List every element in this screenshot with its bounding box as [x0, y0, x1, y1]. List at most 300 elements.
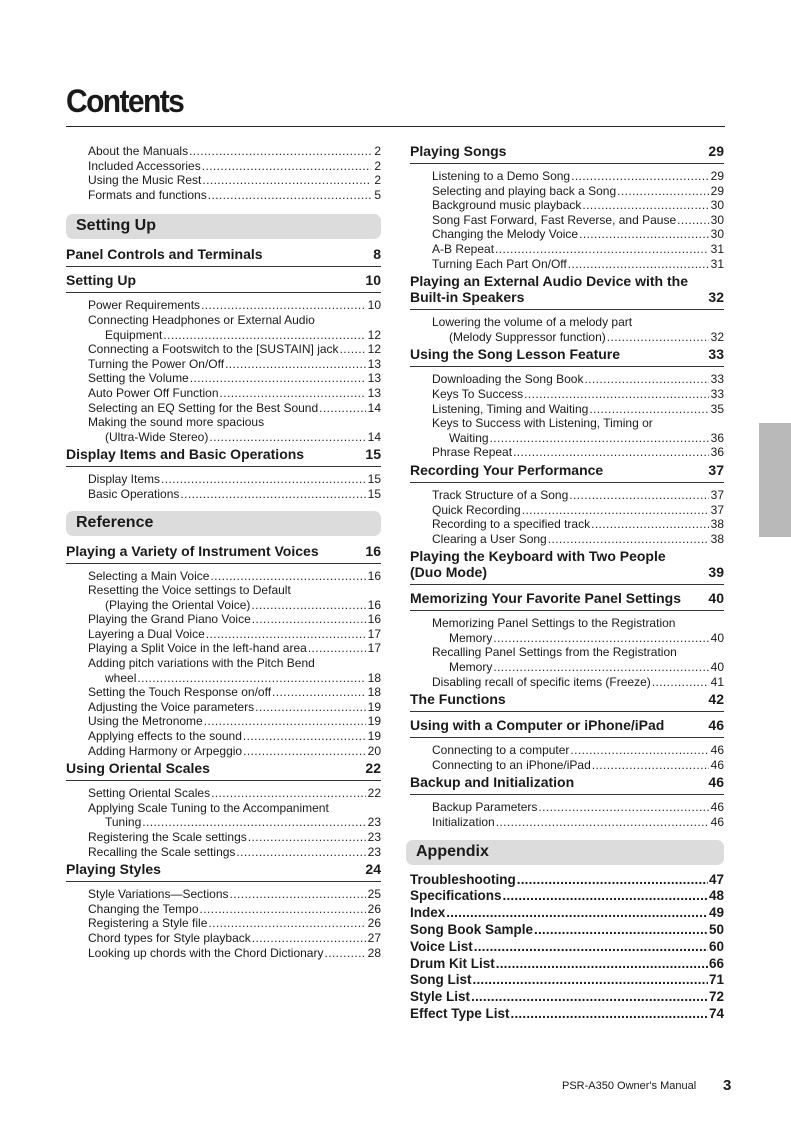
toc-entry[interactable] — [432, 257, 724, 272]
entry-page: 32 — [710, 329, 724, 344]
chapter-page: 40 — [708, 590, 724, 607]
entry-title: Using the Music Rest — [88, 173, 202, 188]
toc-entry[interactable] — [432, 743, 724, 758]
appendix-entry[interactable] — [410, 1006, 724, 1023]
computer-items — [410, 743, 724, 772]
toc-entry[interactable] — [88, 931, 381, 946]
entry-page: 5 — [374, 187, 381, 202]
leader-dots — [209, 430, 365, 445]
toc-entry[interactable] — [432, 800, 724, 815]
entry-page: 15 — [367, 486, 381, 501]
recording-items — [410, 488, 724, 546]
entry-page: 25 — [367, 887, 381, 902]
chapter-panel-controls[interactable] — [66, 246, 381, 267]
entry-page: 17 — [367, 641, 381, 656]
chapter-page: 8 — [373, 246, 381, 263]
leader-dots — [517, 872, 708, 889]
toc-entry[interactable] — [88, 729, 381, 744]
entry-title: Chord types for Style playback — [88, 930, 251, 945]
chapter-playing-songs[interactable] — [410, 143, 724, 164]
entry-page: 30 — [710, 198, 724, 213]
toc-entry[interactable] — [432, 416, 724, 445]
entry-page: 40 — [710, 660, 724, 675]
leader-dots — [569, 488, 708, 503]
entry-page: 16 — [367, 612, 381, 627]
entry-page: 14 — [367, 400, 381, 415]
leader-dots — [607, 330, 709, 345]
leader-dots — [496, 956, 708, 973]
entry-page: 26 — [367, 916, 381, 931]
chapter-title: Playing the Keyboard with Two People — [410, 548, 666, 565]
leader-dots — [538, 800, 708, 815]
entry-title: Adding pitch variations with the Pitch Bend — [88, 656, 315, 671]
toc-entry[interactable] — [88, 188, 381, 203]
entry-page: 19 — [367, 714, 381, 729]
entry-page: 29 — [710, 183, 724, 198]
toc-entry[interactable] — [88, 487, 381, 502]
entry-title: Lowering the volume of a melody part — [432, 315, 633, 330]
leader-dots — [210, 569, 365, 584]
leader-dots — [161, 472, 366, 487]
entry-page: 2 — [374, 173, 381, 188]
leader-dots — [252, 931, 366, 946]
entry-title: Using the Metronome — [88, 714, 203, 729]
chapter-duo-mode[interactable] — [410, 548, 724, 585]
entry-page: 12 — [367, 327, 381, 342]
toc-entry[interactable] — [432, 213, 724, 228]
entry-title: Selecting and playing back a Song — [432, 183, 617, 198]
entry-title: Included Accessories — [88, 158, 201, 173]
entry-page: 46 — [710, 757, 724, 772]
toc-entry[interactable] — [88, 946, 381, 961]
entry-page: 47 — [708, 871, 724, 887]
toc-entry[interactable] — [88, 801, 381, 830]
entry-page: 33 — [710, 386, 724, 401]
entry-page: 46 — [710, 800, 724, 815]
chapter-page: 16 — [365, 542, 381, 559]
toc-entry[interactable] — [88, 612, 381, 627]
entry-page: 15 — [367, 472, 381, 487]
entry-page: 38 — [710, 531, 724, 546]
toc-entry[interactable] — [432, 488, 724, 503]
entry-page: 50 — [708, 922, 724, 938]
leader-dots — [204, 714, 366, 729]
entry-title: Applying effects to the sound — [88, 729, 242, 744]
toc-entry[interactable] — [88, 386, 381, 401]
appendix-entry[interactable] — [410, 872, 724, 889]
entry-page: 17 — [367, 626, 381, 641]
entry-page: 2 — [374, 144, 381, 158]
leader-dots — [243, 744, 366, 759]
entry-title: Recording to a specified track — [432, 517, 591, 532]
toc-entry[interactable] — [432, 387, 724, 402]
toc-entry[interactable] — [88, 845, 381, 860]
leader-dots — [272, 685, 366, 700]
appendix-entry[interactable] — [410, 956, 724, 973]
voice-items — [66, 569, 381, 759]
entry-page: 30 — [710, 227, 724, 242]
leader-dots — [202, 159, 371, 174]
leader-dots — [473, 972, 708, 989]
entry-title: Background music playback — [432, 198, 582, 213]
chapter-page: 37 — [708, 461, 724, 478]
entry-title: Song Fast Forward, Fast Reverse, and Pause — [432, 212, 677, 227]
entry-title: Phrase Repeat — [432, 445, 513, 460]
entry-page: 38 — [710, 517, 724, 532]
entry-continuation — [88, 430, 381, 445]
display-items — [66, 472, 381, 501]
entry-title-line2: Tuning — [105, 815, 142, 830]
chapter-display-items[interactable] — [66, 446, 381, 467]
leader-dots — [571, 169, 709, 184]
backup-items — [410, 800, 724, 829]
intro-group — [66, 130, 381, 202]
entry-title: Changing the Melody Voice — [432, 227, 579, 242]
toc-entry[interactable] — [432, 645, 724, 674]
toc-entry[interactable] — [432, 169, 724, 184]
style-items — [66, 887, 381, 960]
leader-dots — [208, 188, 371, 203]
toc-entry[interactable] — [88, 685, 381, 700]
entry-title: Style List — [410, 989, 471, 1005]
oriental-items — [66, 786, 381, 859]
appendix-entry[interactable] — [410, 922, 724, 939]
leader-dots — [524, 387, 708, 402]
chapter-playing-styles[interactable] — [66, 861, 381, 882]
entry-title: Backup Parameters — [432, 800, 538, 815]
leader-dots — [474, 939, 708, 956]
toc-entry[interactable] — [432, 372, 724, 387]
toc-entry[interactable] — [432, 402, 724, 417]
toc-entry[interactable] — [88, 313, 381, 342]
entry-title: Basic Operations — [88, 486, 180, 501]
entry-title: Connecting Headphones or External Audio — [88, 312, 315, 327]
toc-entry[interactable] — [432, 503, 724, 518]
toc-entry[interactable] — [432, 315, 724, 344]
chapter-title: Using Oriental Scales — [66, 760, 210, 777]
entry-title: Layering a Dual Voice — [88, 626, 205, 641]
leader-dots — [584, 372, 708, 387]
leader-dots — [163, 328, 365, 343]
chapter-song-lesson[interactable] — [410, 346, 724, 367]
leader-dots — [534, 922, 708, 939]
leader-dots — [652, 675, 709, 690]
leader-dots — [211, 786, 366, 801]
entry-title: Selecting an EQ Setting for the Best Sound — [88, 400, 319, 415]
entry-title: Adjusting the Voice parameters — [88, 699, 255, 714]
entry-title: Initialization — [432, 815, 495, 830]
leader-dots — [319, 401, 365, 416]
toc-entry[interactable] — [88, 786, 381, 801]
toc-left-column — [66, 130, 381, 960]
entry-page: 23 — [367, 844, 381, 859]
entry-title: Setting the Touch Response on/off — [88, 685, 272, 700]
chapter-page: 32 — [708, 289, 724, 306]
leader-dots — [511, 1006, 708, 1023]
toc-entry[interactable] — [88, 401, 381, 416]
toc-entry[interactable] — [88, 144, 381, 159]
leader-dots — [236, 845, 365, 860]
entry-page: 10 — [367, 298, 381, 313]
entry-continuation — [88, 598, 381, 613]
lesson-items — [410, 372, 724, 460]
footer-manual-name: PSR-A350 Owner's Manual — [562, 1080, 697, 1092]
leader-dots — [251, 598, 365, 613]
entry-page: 71 — [708, 972, 724, 988]
toc-entry[interactable] — [432, 758, 724, 773]
toc-entry[interactable] — [88, 830, 381, 845]
leader-dots — [579, 227, 709, 242]
toc-entry[interactable] — [88, 902, 381, 917]
leader-dots — [308, 641, 366, 656]
entry-title: Keys to Success with Listening, Timing or — [432, 416, 653, 431]
toc-entry[interactable] — [88, 472, 381, 487]
entry-title: Recalling Panel Settings from the Registration — [432, 645, 677, 660]
leader-dots — [568, 257, 709, 272]
toc-entry[interactable] — [432, 815, 724, 830]
appendix-items — [410, 872, 724, 1023]
toc-entry[interactable] — [88, 357, 381, 372]
chapter-page: 15 — [365, 446, 381, 463]
leader-dots — [471, 989, 708, 1006]
leader-dots — [340, 342, 366, 357]
appendix-entry[interactable] — [410, 905, 724, 922]
chapter-instrument-voices[interactable] — [66, 543, 381, 564]
toc-entry[interactable] — [88, 627, 381, 642]
page-title: Contents — [66, 84, 184, 120]
toc-entry[interactable] — [88, 887, 381, 902]
chapter-title: Playing Styles — [66, 861, 161, 878]
toc-entry[interactable] — [432, 184, 724, 199]
chapter-page: 10 — [365, 272, 381, 289]
chapter-backup[interactable] — [410, 774, 724, 795]
leader-dots — [446, 905, 708, 922]
entry-page: 14 — [367, 429, 381, 444]
toc-entry[interactable] — [88, 744, 381, 759]
leader-dots — [503, 888, 708, 905]
toc-entry[interactable] — [432, 242, 724, 257]
leader-dots — [513, 445, 709, 460]
entry-page: 66 — [708, 955, 724, 971]
entry-page: 23 — [367, 830, 381, 844]
appendix-entry[interactable] — [410, 989, 724, 1006]
entry-continuation — [88, 671, 381, 686]
entry-title: About the Manuals — [88, 144, 189, 158]
entry-title: Adding Harmony or Arpeggio — [88, 743, 243, 758]
leader-dots — [200, 902, 366, 917]
leader-dots — [255, 700, 366, 715]
entry-title: Making the sound more spacious — [88, 415, 265, 430]
entry-page: 37 — [710, 502, 724, 517]
chapter-external-audio[interactable] — [410, 273, 724, 310]
entry-page: 22 — [367, 786, 381, 801]
entry-page: 19 — [367, 699, 381, 714]
entry-page: 36 — [710, 445, 724, 460]
entry-title: Connecting to a computer — [432, 743, 570, 758]
memorizing-items — [410, 616, 724, 689]
chapter-title: Display Items and Basic Operations — [66, 446, 305, 463]
chapter-title: Playing an External Audio Device with the — [410, 273, 688, 290]
entry-page: 12 — [367, 342, 381, 357]
chapter-page: 46 — [708, 774, 724, 791]
appendix-entry[interactable] — [410, 888, 724, 905]
toc-entry[interactable] — [432, 616, 724, 645]
entry-title: Disabling recall of specific items (Freeze) — [432, 674, 651, 689]
entry-page: 29 — [710, 169, 724, 183]
leader-dots — [490, 431, 709, 446]
entry-page: 37 — [710, 487, 724, 502]
entry-page: 46 — [710, 743, 724, 758]
entry-continuation — [432, 431, 724, 446]
appendix-entry[interactable] — [410, 972, 724, 989]
chapter-functions[interactable] — [410, 691, 724, 712]
entry-title: Power Requirements — [88, 298, 201, 313]
entry-page: 31 — [710, 256, 724, 271]
chapter-title: Playing a Variety of Instrument Voices — [66, 542, 319, 559]
leader-dots — [496, 815, 709, 830]
section-setting-up: Setting Up — [66, 214, 381, 239]
leader-dots — [243, 729, 366, 744]
entry-continuation — [432, 631, 724, 646]
entry-title-line2: (Ultra-Wide Stereo) — [105, 429, 209, 444]
toc-entry[interactable] — [432, 198, 724, 213]
leader-dots — [142, 815, 365, 830]
toc-entry[interactable] — [88, 415, 381, 444]
entry-continuation — [432, 660, 724, 675]
entry-page: 20 — [367, 743, 381, 758]
setting-up-items — [66, 298, 381, 444]
toc-entry[interactable] — [88, 159, 381, 174]
entry-title: Playing a Split Voice in the left-hand area — [88, 641, 307, 656]
chapter-computer[interactable] — [410, 717, 724, 738]
leader-dots — [677, 213, 709, 228]
entry-page: 28 — [367, 945, 381, 960]
chapter-recording[interactable] — [410, 462, 724, 483]
chapter-page: 33 — [708, 346, 724, 363]
entry-title: Playing the Grand Piano Voice — [88, 612, 251, 627]
entry-page: 26 — [367, 901, 381, 916]
entry-title: Listening to a Demo Song — [432, 169, 571, 183]
toc-entry[interactable] — [432, 675, 724, 690]
entry-page: 16 — [367, 597, 381, 612]
leader-dots — [189, 144, 371, 159]
chapter-setting-up[interactable] — [66, 272, 381, 293]
chapter-page: 22 — [365, 760, 381, 777]
leader-dots — [591, 517, 709, 532]
chapter-oriental-scales[interactable] — [66, 760, 381, 781]
toc-entry[interactable] — [88, 700, 381, 715]
external-items — [410, 315, 724, 344]
toc-entry[interactable] — [88, 371, 381, 386]
entry-title: Setting the Volume — [88, 371, 189, 386]
toc-entry[interactable] — [88, 641, 381, 656]
toc-entry[interactable] — [432, 445, 724, 460]
entry-title: Troubleshooting — [410, 871, 516, 887]
chapter-title: Using the Song Lesson Feature — [410, 346, 621, 363]
entry-continuation — [88, 328, 381, 343]
toc-entry[interactable] — [88, 569, 381, 584]
entry-title: Selecting a Main Voice — [88, 568, 210, 583]
entry-page: 40 — [710, 630, 724, 645]
entry-title: Formats and functions — [88, 187, 207, 202]
leader-dots — [180, 487, 365, 502]
entry-title: Listening, Timing and Waiting — [432, 401, 589, 416]
toc-entry[interactable] — [88, 342, 381, 357]
entry-title: Changing the Tempo — [88, 901, 199, 916]
entry-title-line2: Memory — [449, 630, 493, 645]
entry-title: Song Book Sample — [410, 922, 534, 938]
footer-page-number: 3 — [723, 1077, 732, 1094]
leader-dots — [592, 758, 709, 773]
entry-page: 48 — [708, 888, 724, 904]
leader-dots — [208, 916, 365, 931]
toc-entry[interactable] — [88, 298, 381, 313]
section-reference: Reference — [66, 511, 381, 536]
song-items — [410, 169, 724, 271]
toc-entry[interactable] — [88, 656, 381, 685]
entry-title: Drum Kit List — [410, 955, 495, 971]
chapter-title: Recording Your Performance — [410, 461, 604, 478]
toc-right-column — [410, 143, 724, 1023]
toc-entry[interactable] — [88, 714, 381, 729]
chapter-title-line2: Built-in Speakers — [410, 289, 525, 306]
entry-page: 13 — [367, 385, 381, 400]
entry-title: Index — [410, 905, 446, 921]
leader-dots — [570, 743, 708, 758]
chapter-page: 46 — [708, 717, 724, 734]
toc-entry[interactable] — [432, 517, 724, 532]
entry-title: A-B Repeat — [432, 241, 495, 256]
entry-title: Registering a Style file — [88, 916, 208, 931]
leader-dots — [137, 671, 365, 686]
entry-title: Song List — [410, 972, 472, 988]
entry-title: Turning Each Part On/Off — [432, 256, 567, 271]
entry-title: Looking up chords with the Chord Dictionary — [88, 945, 324, 960]
entry-page: 2 — [374, 158, 381, 173]
entry-page: 46 — [710, 815, 724, 830]
chapter-page: 24 — [365, 861, 381, 878]
leader-dots — [589, 402, 708, 417]
chapter-memorizing[interactable] — [410, 590, 724, 611]
toc-entry[interactable] — [88, 916, 381, 931]
entry-page: 41 — [710, 674, 724, 689]
toc-entry[interactable] — [432, 532, 724, 547]
leader-dots — [522, 503, 709, 518]
entry-title-line2: (Melody Suppressor function) — [449, 329, 606, 344]
chapter-title: Panel Controls and Terminals — [66, 246, 263, 263]
leader-dots — [201, 298, 366, 313]
entry-title: Track Structure of a Song — [432, 487, 569, 502]
entry-page: 36 — [710, 430, 724, 445]
entry-title: Connecting a Footswitch to the [SUSTAIN] jack — [88, 342, 339, 357]
entry-page: 49 — [708, 905, 724, 921]
leader-dots — [220, 386, 366, 401]
leader-dots — [252, 612, 366, 627]
toc-entry[interactable] — [432, 227, 724, 242]
leader-dots — [225, 357, 366, 372]
entry-page: 13 — [367, 356, 381, 371]
title-divider — [66, 126, 725, 127]
chapter-title: Memorizing Your Favorite Panel Settings — [410, 590, 681, 607]
entry-page: 19 — [367, 729, 381, 744]
toc-entry[interactable] — [88, 173, 381, 188]
entry-title: Quick Recording — [432, 502, 521, 517]
leader-dots — [230, 887, 366, 902]
entry-title: Applying Scale Tuning to the Accompaniment — [88, 800, 329, 815]
toc-entry[interactable] — [88, 583, 381, 612]
leader-dots — [324, 946, 365, 961]
appendix-entry[interactable] — [410, 939, 724, 956]
